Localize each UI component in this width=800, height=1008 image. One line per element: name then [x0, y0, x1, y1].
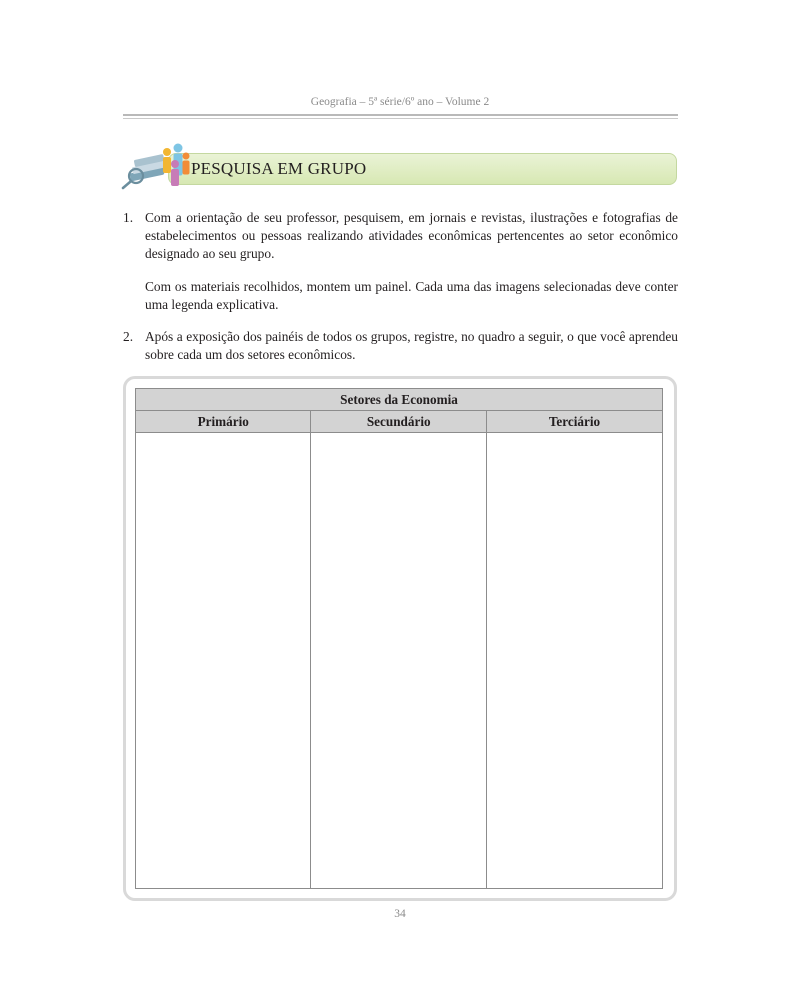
- header-rule: [123, 114, 678, 116]
- column-header-terciario: Terciário: [486, 411, 662, 433]
- question-1-continuation: [123, 278, 678, 314]
- question-continuation-text: Com os materiais recolhidos, montem um painel. Cada uma das imagens selecionadas deve conter uma legenda explicativa.: [145, 279, 678, 312]
- running-head: Geografia – 5ª série/6º ano – Volume 2: [310, 96, 490, 108]
- column-header-primario: Primário: [136, 411, 311, 433]
- group-research-icon: [120, 142, 198, 192]
- answer-cell-secundario[interactable]: [311, 433, 486, 889]
- header-rule-thin: [123, 118, 678, 119]
- answer-cell-terciario[interactable]: [486, 433, 662, 889]
- question-number: 2.: [123, 329, 134, 344]
- answer-cell-primario[interactable]: [136, 433, 311, 889]
- section-title: PESQUISA EM GRUPO: [191, 159, 367, 178]
- table-title: Setores da Economia: [136, 389, 663, 411]
- question-number: 1.: [123, 210, 134, 225]
- page-number: 34: [394, 908, 406, 920]
- column-header-secundario: Secundário: [311, 411, 486, 433]
- question-text: Com a orientação de seu professor, pesquisem, em jornais e revistas, ilustrações e fotografias de estabelecimentos ou pessoas realizando atividades econômicas pertencentes ao setor econômico designado ao seu grupo.: [145, 210, 678, 261]
- question-2: [123, 328, 678, 364]
- question-1: [123, 209, 678, 263]
- economic-sectors-table: [135, 388, 663, 889]
- question-text: Após a exposição dos painéis de todos os grupos, registre, no quadro a seguir, o que você aprendeu sobre cada um dos setores econômicos.: [145, 329, 678, 362]
